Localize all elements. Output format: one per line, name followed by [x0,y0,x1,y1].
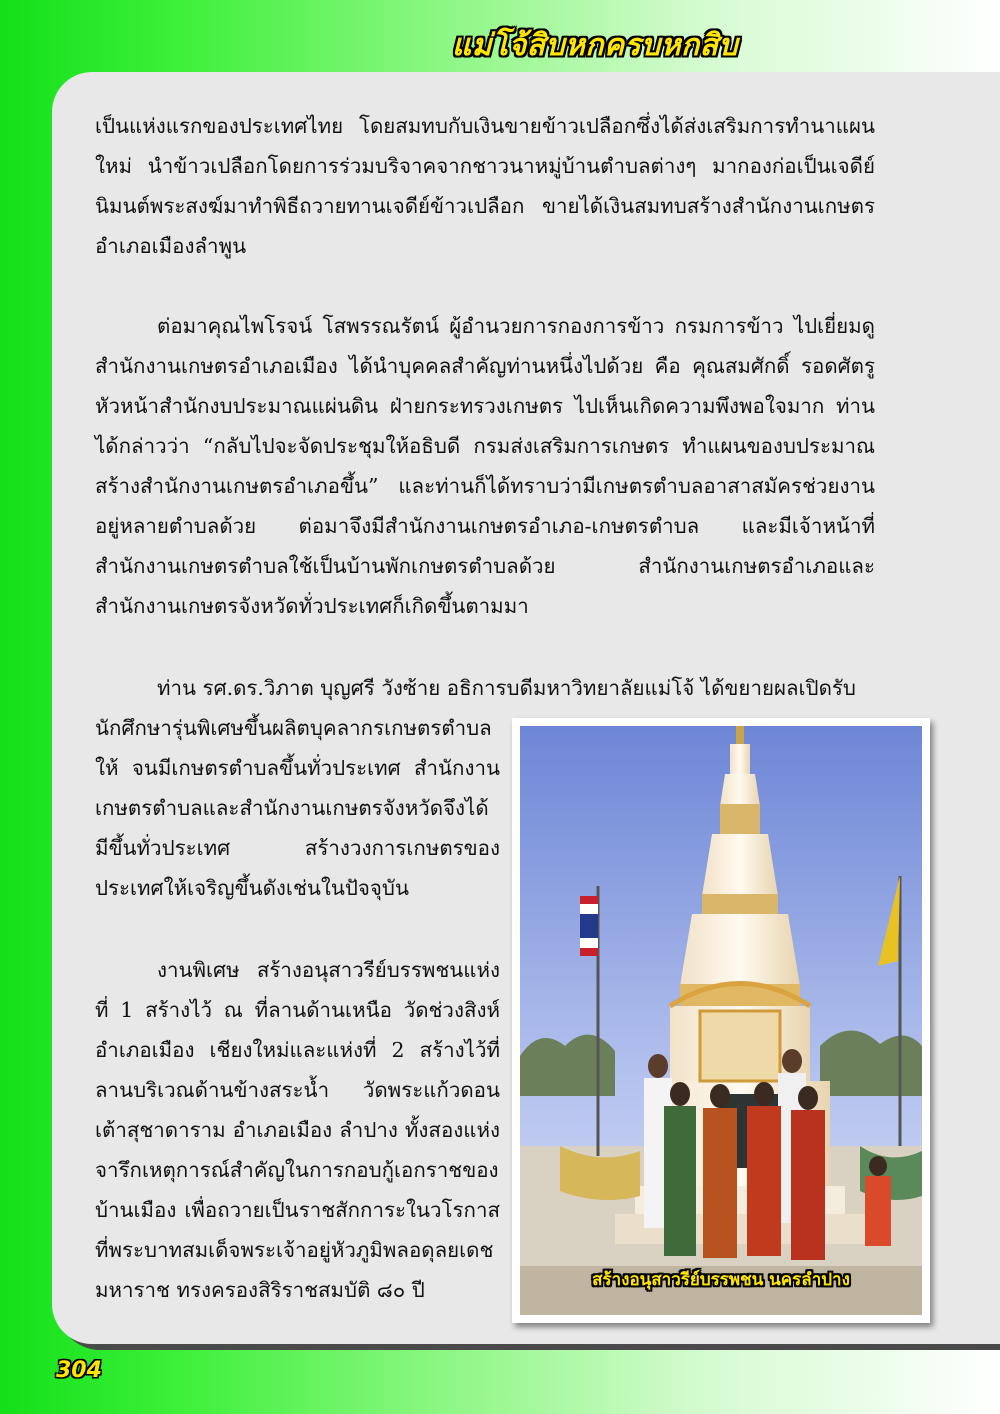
monument-photo [520,726,922,1315]
monument-photo-frame [512,718,930,1323]
page-number: 304 [56,1358,102,1383]
photo-caption: สร้างอนุสาวรีย์บรรพชน นครลำปาง [592,1270,850,1290]
paragraph-1: เป็นแห่งแรกของประเทศไทย โดยสมทบกับเงินขายข้าวเปลือกซึ่งได้ส่งเสริมการทำนาแผนใหม่ นำข้าวเปลือกโดยการร่วมบริจาคจากชาวนาหมู่บ้านตำบลต่างๆ มากองก่อเป็นเจดีย์ นิมนต์พระสงฆ์มาทำพิธีถวายทานเจดีย์ข้าวเปลือก ขายได้เงินสมทบสร้างสำนักงานเกษตรอำเภอเมืองลำพูน [95,114,875,258]
paragraph-3-body: นักศึกษารุ่นพิเศษขึ้นผลิตบุคลากรเกษตรตำบลให้ จนมีเกษตรตำบลขึ้นทั่วประเทศ สำนักงานเกษตรตำบลและสำนักงานเกษตรจังหวัดจึงได้มีขึ้นทั่วประเทศ สร้างวงการเกษตรของประเทศให้เจริญขึ้นดังเช่นในปัจจุบัน [95,716,500,900]
monument-photo-illustration [520,726,922,1315]
paragraph-2: ต่อมาคุณไพโรจน์ โสพรรณรัตน์ ผู้อำนวยการกองการข้าว กรมการข้าว ไปเยี่ยมดูสำนักงานเกษตรอำเภอเมือง ได้นำบุคคลสำคัญท่านหนึ่งไปด้วย คือ คุณสมศักดิ์ รอดศัตรู หัวหน้าสำนักงบประมาณแผ่นดิน ฝ่ายกระทรวงเกษตร ไปเห็นเกิดความพึงพอใจมาก ท่านได้กล่าวว่า “กลับไปจะจัดประชุมให้อธิบดี กรมส่งเสริมการเกษตร ทำแผนของบประมาณสร้างสำนักงานเกษตรอำเภอขึ้น” และท่านก็ได้ทราบว่ามีเกษตรตำบลอาสาสมัครช่วยงานอยู่หลายตำบลด้วย ต่อมาจึงมีสำนักงานเกษตรอำเภอ-เกษตรตำบล และมีเจ้าหน้าที่สำนักงานเกษตรตำบลใช้เป็นบ้านพักเกษตรตำบลด้วย สำนักงานเกษตรอำเภอและสำนักงานเกษตรจังหวัดทั่วประเทศก็เกิดขึ้นตามมา [95,314,875,618]
page-header-title: แม่โจ้สิบหกครบหกสิบ [451,28,738,63]
paragraph-4: งานพิเศษ สร้างอนุสาวรีย์บรรพชนแห่งที่ 1 สร้างไว้ ณ ที่ลานด้านเหนือ วัดช่วงสิงห์ อำเภอเมือง เชียงใหม่และแห่งที่ 2 สร้างไว้ที่ลานบริเวณด้านข้างสระน้ำ วัดพระแก้วดอนเต้าสุชาดาราม อำเภอเมือง ลำปาง ทั้งสองแห่งจารึกเหตุการณ์สำคัญในการกอบกู้เอกราชของบ้านเมือง เพื่อถวายเป็นราชสักการะในวโรกาสที่พระบาทสมเด็จพระเจ้าอยู่หัวภูมิพลอดุลยเดชมหาราช ทรงครองสิริราชสมบัติ ๘๐ ปี [95,958,500,1302]
paragraph-3-intro: ท่าน รศ.ดร.วิภาต บุญศรี วังซ้าย อธิการบดีมหาวิทยาลัยแม่โจ้ ได้ขยายผลเปิดรับ [157,676,856,700]
